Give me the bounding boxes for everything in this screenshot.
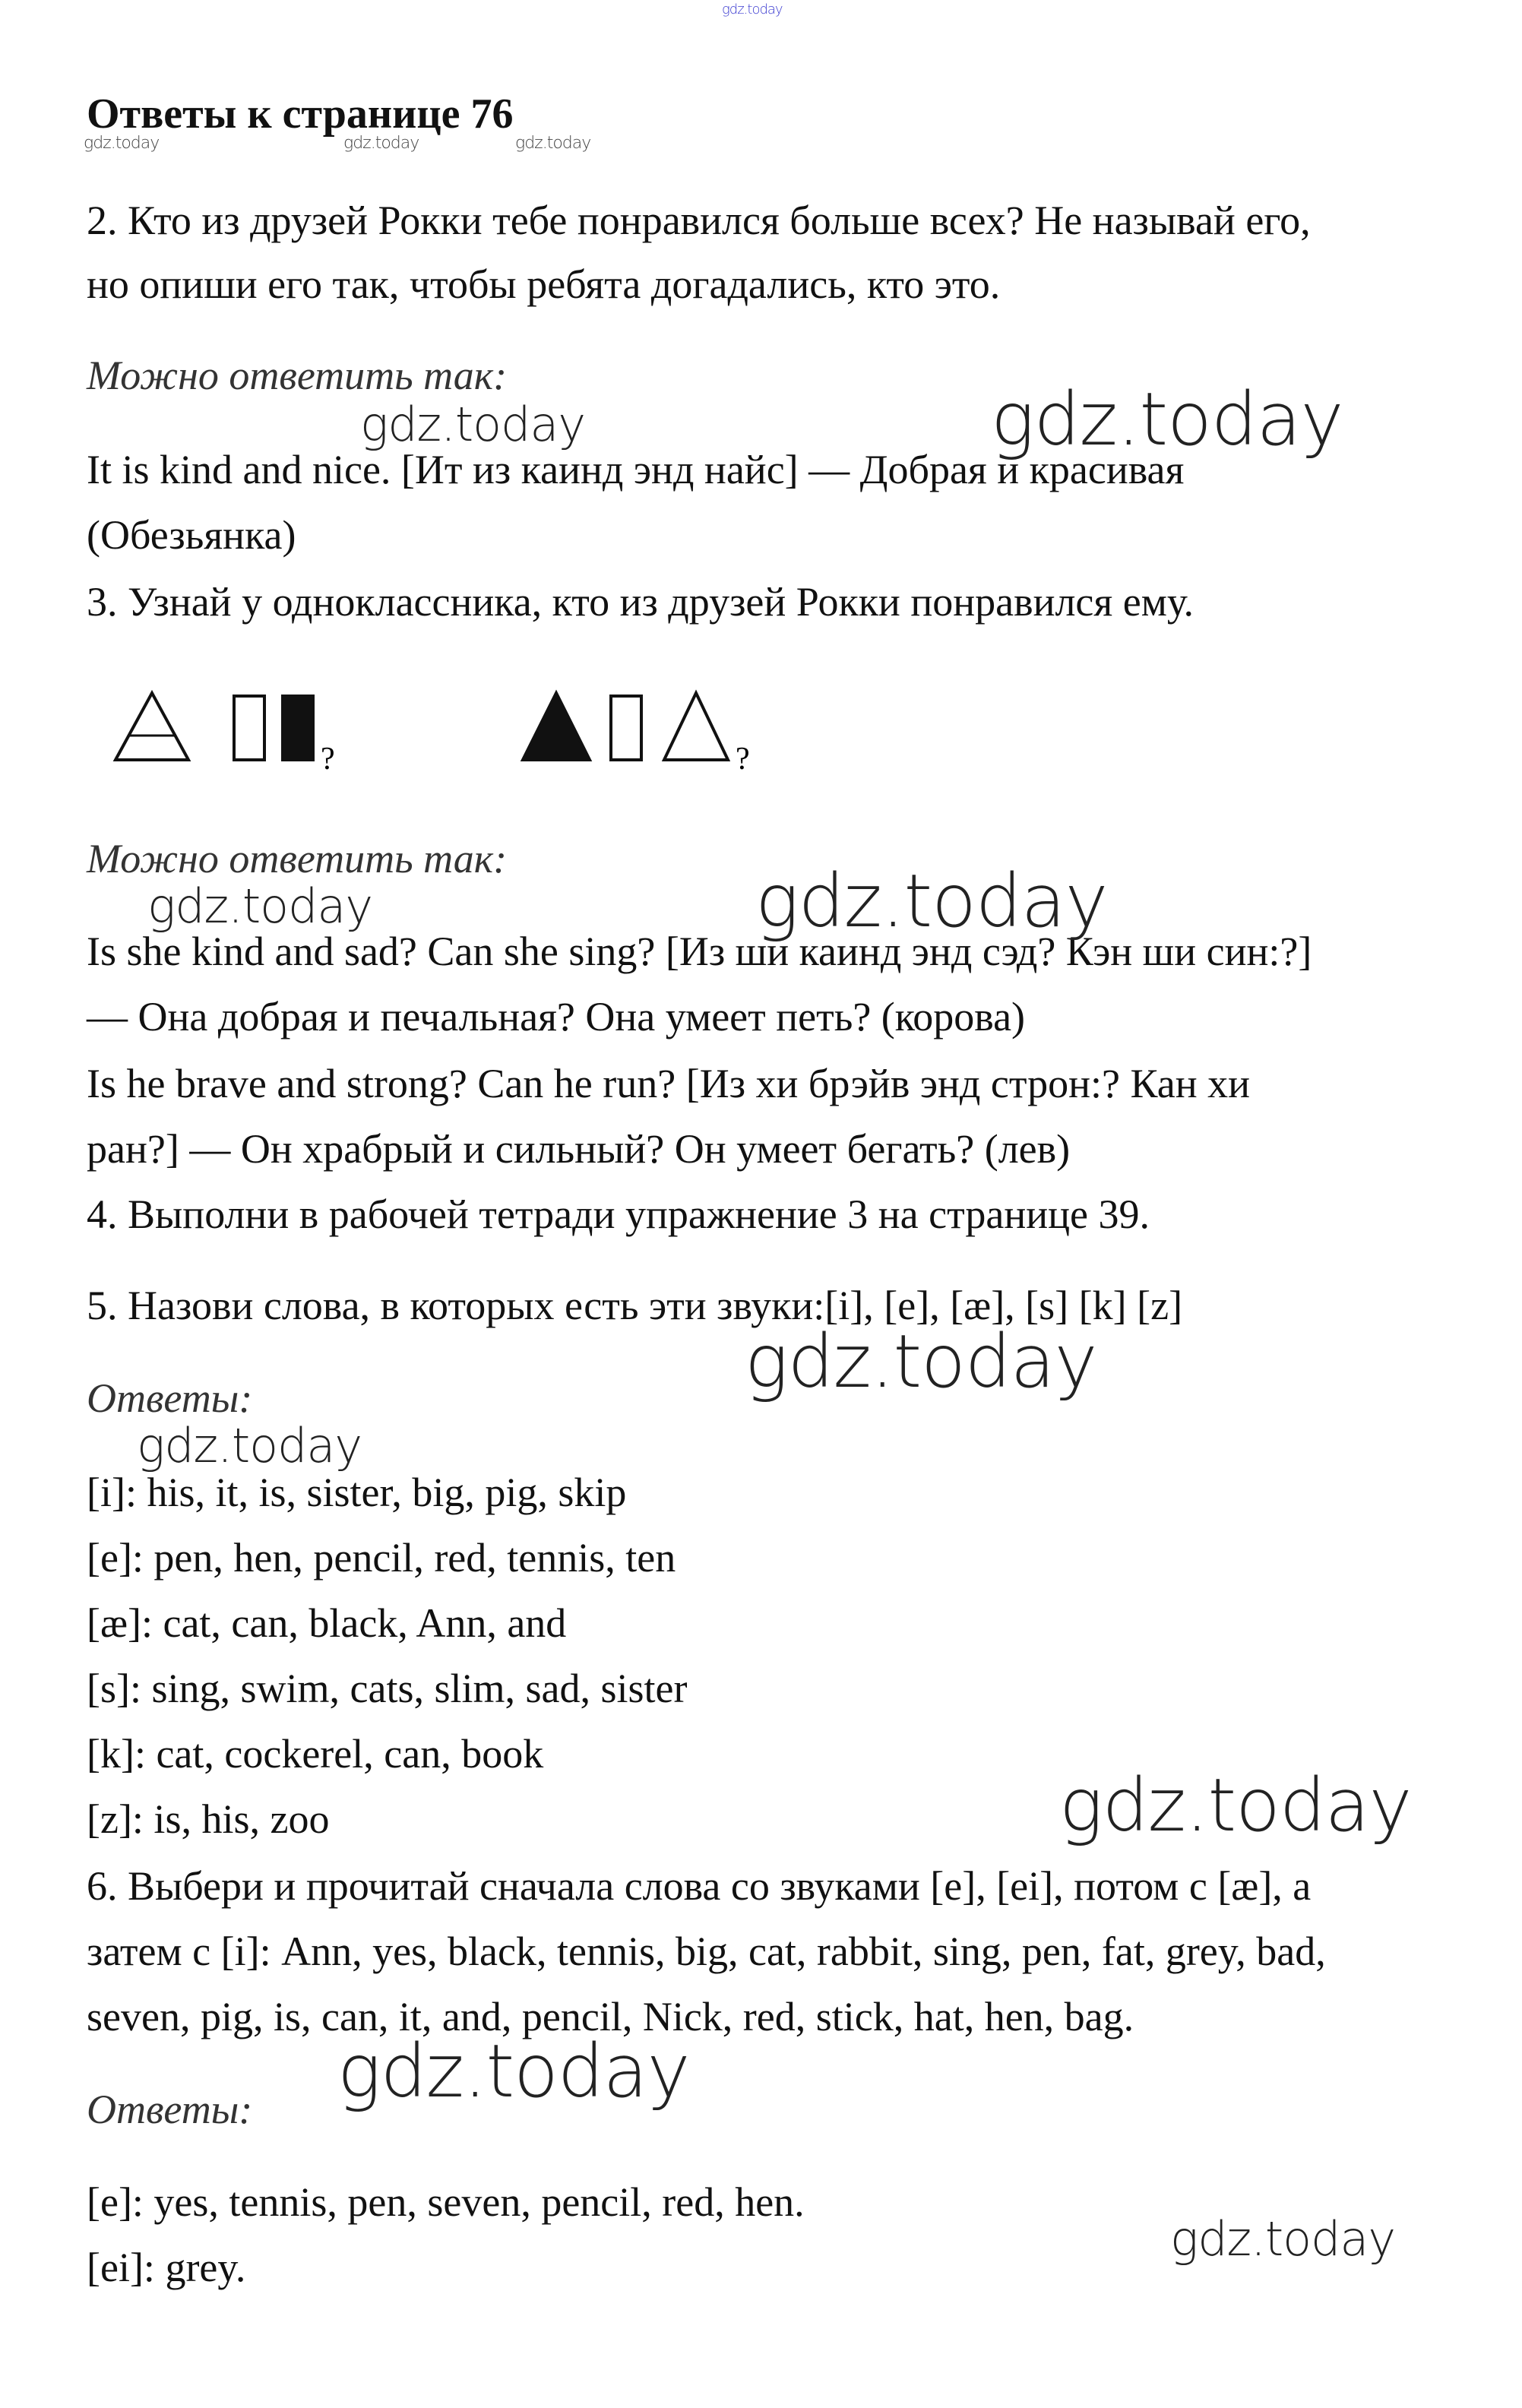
square-outline-icon <box>611 696 641 760</box>
page-title: Ответы к странице 76 <box>87 90 514 138</box>
answers-heading: Ответы: <box>87 2087 253 2132</box>
question-mark: ? <box>321 742 335 775</box>
question-2-line-2: но опиши его так, чтобы ребята догадались, кто это. <box>87 261 1001 307</box>
watermark: gdz.today <box>137 1418 362 1473</box>
question-3: 3. Узнай у одноклассника, кто из друзей Рокки понравился ему. <box>87 579 1194 625</box>
answer-line: [i]: his, it, is, sister, big, pig, skip <box>87 1470 627 1515</box>
answer-line: It is kind and nice. [Ит из каинд энд найс] — Добрая и красивая <box>87 447 1185 492</box>
answer-line: [s]: sing, swim, cats, slim, sad, sister <box>87 1666 688 1711</box>
watermark: gdz.today <box>515 134 591 153</box>
watermark: gdz.today <box>147 878 373 934</box>
triangle-filled-icon <box>523 693 590 760</box>
triangle-outline-icon <box>664 693 728 760</box>
answer-line: ран?] — Он храбрый и сильный? Он умеет бегать? (лев) <box>87 1126 1071 1172</box>
question-2-line-1: 2. Кто из друзей Рокки тебе понравился больше всех? Не называй его, <box>87 198 1311 243</box>
answer-line: [z]: is, his, zoo <box>87 1796 330 1842</box>
answer-heading: Можно ответить так: <box>87 353 508 398</box>
watermark: gdz.today <box>722 2 783 17</box>
answer-line: [e]: yes, tennis, pen, seven, pencil, red, hen. <box>87 2179 805 2225</box>
answer-line: [ei]: grey. <box>87 2245 246 2290</box>
watermark: gdz.today <box>745 1319 1097 1404</box>
watermark: gdz.today <box>360 397 586 452</box>
answer-heading: Можно ответить так: <box>87 836 508 881</box>
watermark: gdz.today <box>991 377 1343 462</box>
watermark: gdz.today <box>755 859 1108 944</box>
square-outline-icon <box>234 696 264 760</box>
answer-line: [k]: cat, cockerel, can, book <box>87 1731 544 1777</box>
question-6-line-1: 6. Выбери и прочитай сначала слова со звуками [e], [ei], потом с [æ], а <box>87 1863 1312 1909</box>
watermark: gdz.today <box>343 134 419 153</box>
watermark: gdz.today <box>1059 1763 1412 1848</box>
square-filled-icon <box>283 696 313 760</box>
question-6-line-3: seven, pig, is, can, it, and, pencil, Nick, red, stick, hat, hen, bag. <box>87 1994 1134 2039</box>
question-6-line-2: затем с [i]: Ann, yes, black, tennis, big, cat, rabbit, sing, pen, fat, grey, bad, <box>87 1929 1326 1974</box>
question-mark: ? <box>736 742 750 775</box>
watermark: gdz.today <box>337 2029 690 2114</box>
watermark: gdz.today <box>1170 2211 1396 2267</box>
triangle-outline-icon <box>115 693 188 760</box>
question-5: 5. Назови слова, в которых есть эти звуки:[i], [e], [æ], [s] [k] [z] <box>87 1283 1183 1328</box>
answer-line: [e]: pen, hen, pencil, red, tennis, ten <box>87 1535 676 1581</box>
watermark: gdz.today <box>84 134 160 153</box>
answer-line: Is he brave and strong? Can he run? [Из хи брэйв энд строн:? Кан хи <box>87 1061 1251 1106</box>
answers-heading: Ответы: <box>87 1375 253 1421</box>
shapes-figure <box>106 684 866 779</box>
answer-line: — Она добрая и печальная? Она умеет петь? (корова) <box>87 994 1026 1039</box>
question-4: 4. Выполни в рабочей тетради упражнение 3 на странице 39. <box>87 1191 1150 1237</box>
answer-line: Is she kind and sad? Can she sing? [Из ши каинд энд сэд? Кэн ши син:?] <box>87 929 1312 974</box>
answer-line: (Обезьянка) <box>87 512 296 558</box>
answer-line: [æ]: cat, can, black, Ann, and <box>87 1600 567 1646</box>
